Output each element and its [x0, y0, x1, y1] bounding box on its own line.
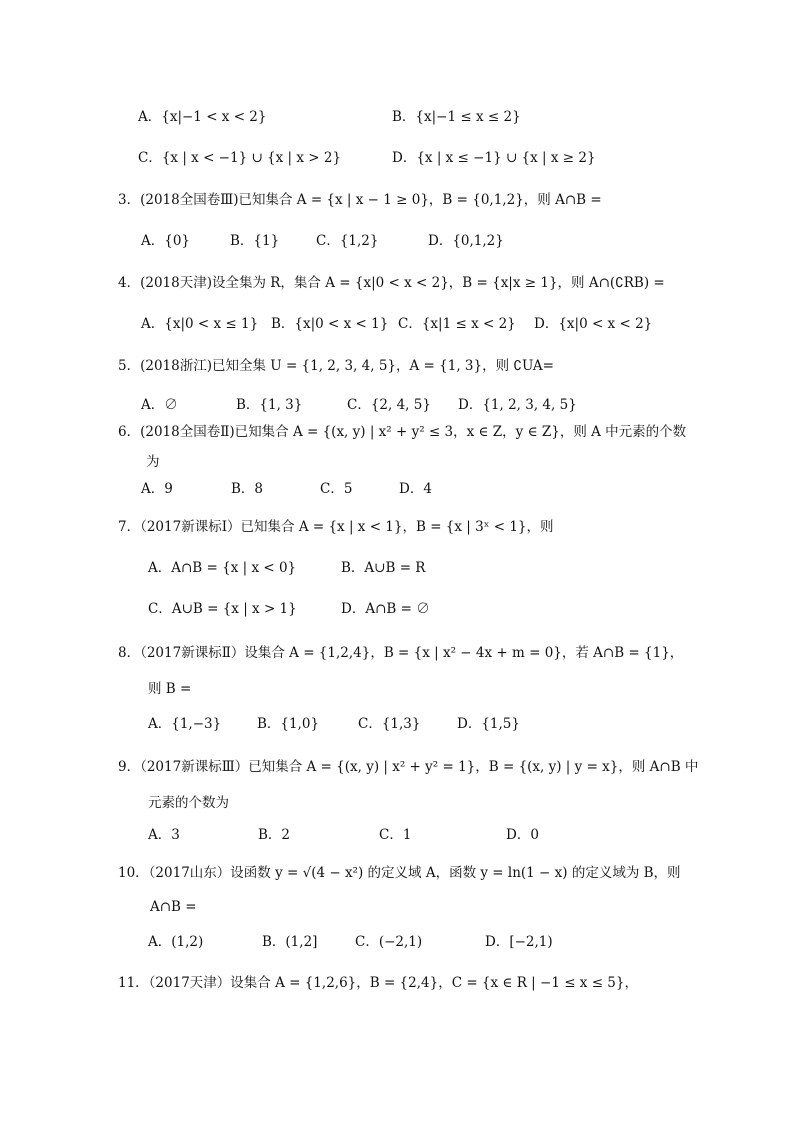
question-10-stem-cont: A∩B = — [150, 899, 197, 915]
q10-option-b: B．(1,2] — [262, 934, 318, 950]
question-9-stem-cont: 元素的个数为 — [148, 795, 229, 811]
q4-option-d: D．{x|0 < x < 2} — [534, 316, 653, 332]
q3-option-d: D．{0,1,2} — [428, 233, 504, 249]
q8-option-a: A．{1,−3} — [148, 716, 222, 732]
question-4-stem: 4．(2018天津)设全集为 R，集合 A = {x|0 < x < 2}，B = {x|x ≥ 1}，则 A∩(∁RB) = — [118, 275, 665, 291]
question-6-stem: 6．(2018全国卷Ⅱ)已知集合 A = {(x, y) | x² + y² ≤ 3，x ∈ Z，y ∈ Z}，则 A 中元素的个数 — [118, 424, 687, 440]
q6-option-b: B．8 — [231, 481, 264, 497]
q8-option-b: B．{1,0} — [257, 716, 320, 732]
q5-option-b: B．{1, 3} — [236, 397, 303, 413]
question-3-stem: 3．(2018全国卷Ⅲ)已知集合 A = {x | x − 1 ≥ 0}，B = {0,1,2}，则 A∩B = — [118, 192, 602, 208]
q4-option-b: B．{x|0 < x < 1} — [271, 316, 389, 332]
q9-option-d: D．0 — [506, 827, 539, 843]
option-a: A．{x|−1 < x < 2} — [138, 109, 267, 125]
question-10-stem: 10．（2017山东）设函数 y = √(4 − x²) 的定义域 A，函数 y = ln(1 − x) 的定义域为 B，则 — [118, 865, 681, 881]
q10-option-a: A．(1,2) — [148, 934, 204, 950]
q7-option-c: C．A∪B = {x | x > 1} — [148, 601, 297, 617]
question-9-stem: 9．（2017新课标Ⅲ）已知集合 A = {(x, y) | x² + y² = 1}，B = {(x, y) | y = x}，则 A∩B 中 — [118, 759, 699, 775]
question-8-stem: 8．（2017新课标Ⅱ）设集合 A = {1,2,4}，B = {x | x² − 4x + m = 0}，若 A∩B = {1}， — [118, 645, 684, 661]
q4-option-c: C．{x|1 ≤ x < 2} — [398, 316, 516, 332]
q7-option-a: A．A∩B = {x | x < 0} — [148, 560, 297, 576]
q3-option-b: B．{1} — [230, 233, 280, 249]
q3-option-c: C．{1,2} — [316, 233, 379, 249]
q9-option-b: B．2 — [258, 827, 291, 843]
q8-option-d: D．{1,5} — [457, 716, 520, 732]
option-c: C．{x | x < −1} ∪ {x | x > 2} — [138, 150, 342, 166]
q7-option-d: D．A∩B = ∅ — [341, 601, 430, 617]
q8-option-c: C．{1,3} — [358, 716, 421, 732]
question-8-stem-cont: 则 B = — [148, 681, 192, 697]
q10-option-d: D．[−2,1) — [485, 934, 553, 950]
option-d: D．{x | x ≤ −1} ∪ {x | x ≥ 2} — [392, 150, 596, 166]
question-7-stem: 7．（2017新课标Ⅰ）已知集合 A = {x | x < 1}，B = {x | 3ˣ < 1}，则 — [118, 519, 554, 535]
q10-option-c: C．(−2,1) — [355, 934, 423, 950]
question-11-stem: 11．（2017天津）设集合 A = {1,2,6}，B = {2,4}，C = {x ∈ R | −1 ≤ x ≤ 5}， — [118, 975, 638, 991]
question-5-stem: 5．(2018浙江)已知全集 U = {1, 2, 3, 4, 5}，A = {1, 3}，则 ∁UA= — [118, 358, 554, 374]
q3-option-a: A．{0} — [141, 233, 191, 249]
q6-option-a: A．9 — [141, 481, 173, 497]
q5-option-d: D．{1, 2, 3, 4, 5} — [458, 397, 577, 413]
q6-option-d: D．4 — [399, 481, 432, 497]
q5-option-a: A．∅ — [141, 397, 178, 413]
q4-option-a: A．{x|0 < x ≤ 1} — [141, 316, 259, 332]
option-b: B．{x|−1 ≤ x ≤ 2} — [392, 109, 521, 125]
q9-option-a: A．3 — [148, 827, 180, 843]
question-6-stem-cont: 为 — [146, 454, 160, 470]
q7-option-b: B．A∪B = R — [341, 560, 426, 576]
q5-option-c: C．{2, 4, 5} — [347, 397, 431, 413]
q9-option-c: C．1 — [379, 827, 412, 843]
q6-option-c: C．5 — [320, 481, 353, 497]
